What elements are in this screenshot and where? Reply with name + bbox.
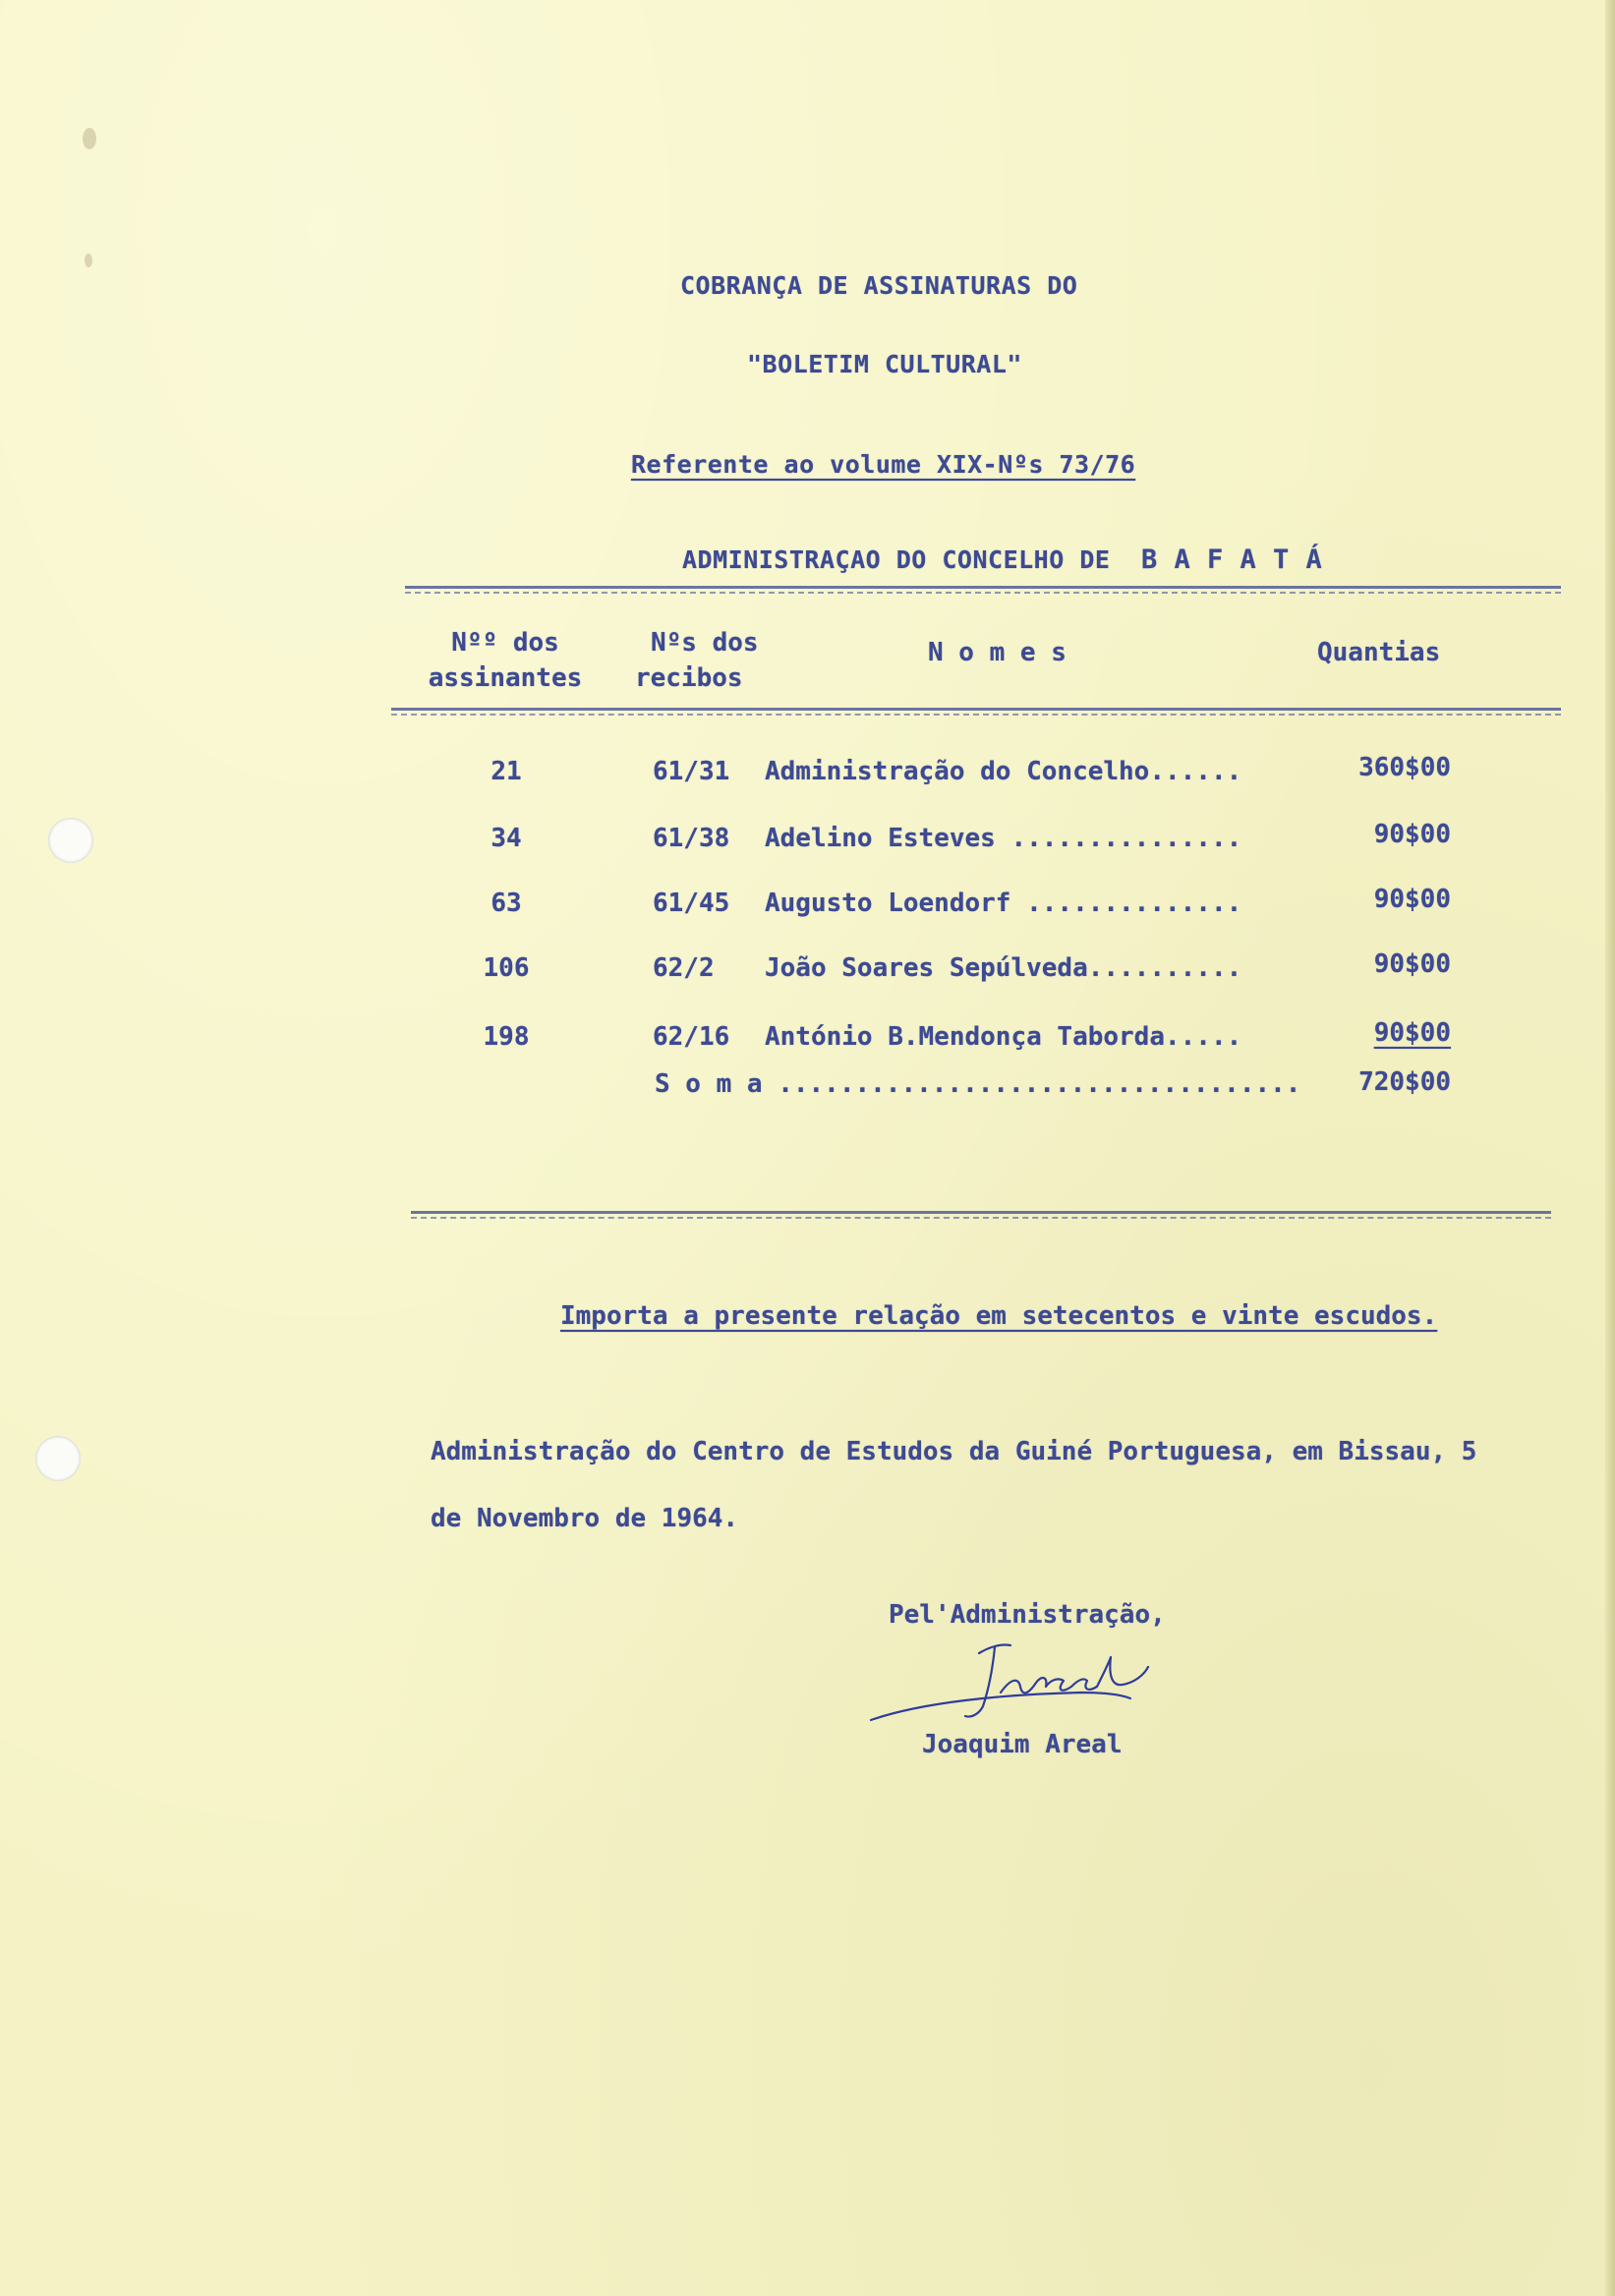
signature-graphic — [863, 1634, 1158, 1742]
cell-receipt: 61/31 — [653, 757, 730, 786]
cell-amount: 90$00 — [1373, 949, 1451, 979]
document-title: COBRANÇA DE ASSINATURAS DO — [680, 271, 1078, 300]
cell-receipt: 62/2 — [653, 953, 715, 983]
cell-receipt: 61/45 — [653, 889, 730, 918]
paper-stain — [85, 254, 92, 267]
volume-reference: Referente ao volume XIX-Nºs 73/76 — [631, 450, 1136, 479]
punch-hole-top — [48, 818, 93, 863]
col-header-subscriber — [411, 625, 600, 696]
header-rule — [391, 708, 1561, 716]
cell-name: Augusto Loendorf .............. — [765, 889, 1242, 918]
cell-subscriber: 198 — [483, 1022, 530, 1052]
col-header-amounts: Quantias — [1317, 638, 1441, 667]
cell-receipt: 62/16 — [653, 1022, 730, 1052]
cell-amount: 90$00 — [1373, 885, 1451, 914]
place-name: B A F A T Á — [1141, 545, 1323, 575]
administration-label: ADMINISTRAÇAO DO CONCELHO DE — [682, 545, 1111, 574]
cell-name: João Soares Sepúlveda.......... — [765, 953, 1242, 983]
cell-receipt: 61/38 — [653, 824, 730, 853]
cell-subscriber: 63 — [490, 889, 522, 918]
cell-name: Administração do Concelho...... — [765, 757, 1242, 786]
closing-line-1: Administração do Centro de Estudos da Guiné Portuguesa, em Bissau, 5 — [431, 1437, 1477, 1466]
bottom-rule — [411, 1211, 1551, 1219]
col-header-subscriber-line2: assinantes — [428, 663, 583, 693]
col-header-names: N o m e s — [928, 638, 1067, 667]
cell-subscriber: 34 — [490, 824, 522, 853]
cell-name: Adelino Esteves ............... — [765, 824, 1242, 853]
col-header-receipt-line1: Nºs dos — [651, 628, 759, 658]
signature-svg — [863, 1634, 1158, 1742]
total-amount: 720$00 — [1358, 1067, 1451, 1097]
col-header-subscriber-line1: Nºº dos — [451, 628, 559, 658]
cell-subscriber: 106 — [483, 953, 530, 983]
cell-amount: 360$00 — [1358, 753, 1451, 782]
administration-heading — [682, 545, 1322, 575]
publication-name: "BOLETIM CULTURAL" — [747, 350, 1022, 378]
col-header-receipt — [635, 625, 792, 696]
total-label: S o m a .................................. — [655, 1069, 1301, 1099]
cell-amount: 90$00 — [1373, 1018, 1451, 1048]
cell-subscriber: 21 — [490, 757, 522, 786]
salutation: Pel'Administração, — [889, 1600, 1166, 1630]
punch-hole-bottom — [35, 1436, 81, 1481]
amount-statement: Importa a presente relação em setecentos e vinte escudos. — [560, 1301, 1438, 1331]
paper-stain — [83, 128, 96, 149]
signer-name: Joaquim Areal — [922, 1730, 1123, 1759]
col-header-receipt-line2: recibos — [635, 663, 743, 693]
closing-line-2: de Novembro de 1964. — [431, 1504, 739, 1533]
paper-edge — [1605, 0, 1615, 2296]
top-rule — [405, 586, 1561, 594]
cell-name: António B.Mendonça Taborda..... — [765, 1022, 1242, 1052]
cell-amount: 90$00 — [1373, 820, 1451, 849]
